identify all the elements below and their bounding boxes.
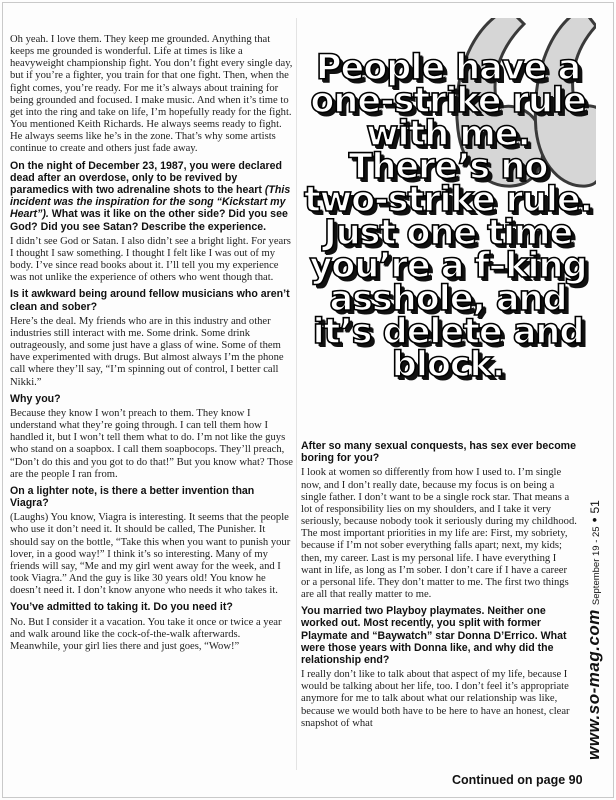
- answer-paragraph: I didn’t see God or Satan. I also didn’t see a bright light. For years I thought I saw something. I thought I felt like I was out of my body. I’ve since read books about it. I’ll tell you my experience was not unlike the experience of others who went though that.: [10, 235, 291, 284]
- question-viagra: On a lighter note, is there a better invention than Viagra?: [10, 484, 255, 510]
- question-text-tail: What was it like on the other side? Did you see God? Did you see Satan? Describe the experience.: [10, 208, 288, 233]
- left-column: [10, 34, 293, 796]
- website-url[interactable]: www.so-mag.com: [584, 609, 603, 760]
- answer-paragraph: Oh yeah. I love them. They keep me grounded. Anything that keeps me grounded is wonderful. Life at times is like a heavyweight championship fight. You don’t fight every single day, but if you’re a fighter, you train for that one fight. Then, when the fight comes, you’re ready. For me it’s always about training for being grounded and focused. I make music. And when it’s time to get into the ring and take on life, I’m hopefully ready for the fight. You mentioned Keith Richards. He always seems ready to fight. He always seems like he’s in the zone. That’s why some artists continue to create and others just fade away.: [10, 34, 293, 155]
- page-number: 51: [588, 500, 602, 514]
- question-italic-note: (This incident was the inspiration for the song “Kickstart my Heart”).: [10, 183, 291, 221]
- continued-on-page-link[interactable]: Continued on page 90: [452, 773, 583, 787]
- answer-paragraph: Because they know I won’t preach to them. They know I understand what they’re going through. I can tell them how I handled it, but I won’t tell them what to do. I’m not like the guys who stand on a soapbox. I call them soapbocops. They’ll preach, “Don’t do this and you got to do that!” But you know what? Those are the people I ran from.: [10, 407, 293, 480]
- side-footer: [584, 500, 604, 760]
- question-playmates: You married two Playboy playmates. Neither one worked out. Most recently, you split with former Playmate and “Baywatch” star Donna D’Errico. What were those years with Donna like, and why did the relationship end?: [301, 605, 567, 666]
- answer-paragraph: I look at women so differently from how I used to. I’m single now, and I don’t really date, because my focus is on being a single father. I don’t want to be a single rock star. That means a lot of responsibility lies on my shoulders, and I take it very seriously, because nobody took it seriously during my childhood. The most important priorities in my life are: First, my sobriety, because if I’m not sober everything falls apart; next, my kids; then, my career. Last is my personal life. I have everything I want in life, as long as I’m sober. I don’t care if I have a career or a personal life. They don’t matter to me. The first two things are all that really matter to me.: [301, 467, 577, 600]
- pull-quote-area: [296, 18, 596, 438]
- footer-separator: •: [586, 517, 602, 523]
- issue-date: September 19 - 25: [591, 526, 602, 606]
- pull-quote: People have a one-strike rule with me. There’s no two-strike rule. Just one time you’re a f–king asshole, and it’s delete and block.: [304, 48, 592, 385]
- question-awkward: Is it awkward being around fellow musicians who aren’t clean and sober?: [10, 288, 290, 313]
- question-why-you: Why you?: [10, 392, 61, 405]
- answer-paragraph: Here’s the deal. My friends who are in this industry and other industries still interact with me. Some drink. Some drink outrageously, and some just have a glass of wine. Some of them have experimented with drugs. But almost always I’m the phone call where they’ll say, “I’m spinning out of control, I better call Nikki.”: [10, 315, 284, 388]
- right-column: [301, 440, 577, 770]
- answer-paragraph: I really don’t like to talk about that aspect of my life, because I would be talking about her life, too. I don’t feel it’s appropriate anymore for me to talk about what our relationship was like, because we would both have to be here to have an honest, clear snapshot of what: [301, 669, 570, 729]
- question-december-overdose: [10, 160, 293, 233]
- answer-paragraph: No. But I consider it a vacation. You take it once or twice a year and walk around like the cock-of-the-walk afterwards. Meanwhile, your girl lies there and just goes, “Wow!”: [10, 616, 282, 652]
- answer-paragraph: (Laughs) You know, Viagra is interesting. It seems that the people who use it don’t need it. It should be called, The Punisher. It should say on the bottle, “Take this when you want to punish your lover, in a good way!” I think it’s so interesting. Many of my friends will say, “Me and my girl went away for the week, and I took Viagra.” And the guy is like 30 years old! You know he doesn’t need it. I don’t know anyone who needs it who takes it.: [10, 512, 291, 597]
- question-sex-boring: After so many sexual conquests, has sex ever become boring for you?: [301, 440, 576, 465]
- question-taking-it: You’ve admitted to taking it. Do you need it?: [10, 601, 233, 614]
- question-text: On the night of December 23, 1987, you were declared dead after an overdose, only to be revived by paramedics with two adrenaline shots to the heart: [10, 159, 282, 196]
